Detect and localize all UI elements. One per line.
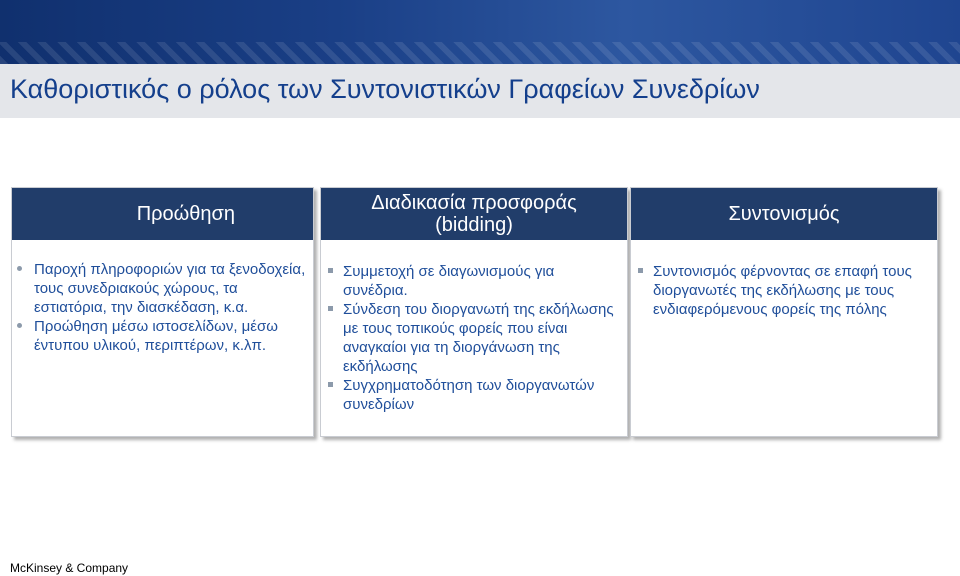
bullet-square-icon [638,268,643,273]
column-bidding [320,187,628,437]
list-item [321,376,627,414]
bullet-dot-icon [17,266,22,271]
bullet-square-icon [328,382,333,387]
bullet-list [12,260,313,355]
column-header-label: Συντονισμός [728,203,840,225]
list-item [321,300,627,376]
list-item-text: Συμμετοχή σε διαγωνισμούς για συνέδρια. [343,263,555,299]
list-item [631,262,937,319]
bullet-dot-icon [17,323,22,328]
list-item-text: Προώθηση μέσω ιστοσελίδων, μέσω έντυπου υλικού, περιπτέρων, κ.λπ. [34,318,278,354]
column-coordination [630,187,938,437]
header-band [0,0,960,64]
bullet-list [631,262,937,319]
column-header-label: Προώθηση [136,203,235,225]
list-item [12,317,313,355]
column-header-line2: (bidding) [435,214,513,236]
column-header [321,188,627,240]
column-header [631,188,937,240]
list-item-text: Σύνδεση του διοργανωτή της εκδήλωσης με τους τοπικούς φορείς που είναι αναγκαίοι για τη διοργάνωση της εκδήλωσης [343,301,614,375]
list-item-text: Συντονισμός φέρνοντας σε επαφή τους διοργανωτές της εκδήλωσης με τους ενδιαφερόμενους φορείς της πόλης [653,263,912,318]
footer-brand: McKinsey & Company [10,561,129,575]
column-promotion [11,187,314,437]
page-title: Καθοριστικός ο ρόλος των Συντονιστικών Γραφείων Συνεδρίων [10,74,760,104]
list-item [321,262,627,300]
bullet-list [321,262,627,414]
list-item [12,260,313,317]
list-item-text: Συγχρηματοδότηση των διοργανωτών συνεδρίων [343,377,595,413]
list-item-text: Παροχή πληροφοριών για τα ξενοδοχεία, τους συνεδριακούς χώρους, τα εστιατόρια, την διασκέδαση, κ.α. [34,261,306,316]
column-header [12,188,313,240]
bullet-square-icon [328,268,333,273]
bullet-square-icon [328,306,333,311]
column-header-line1: Διαδικασία προσφοράς [371,192,577,214]
